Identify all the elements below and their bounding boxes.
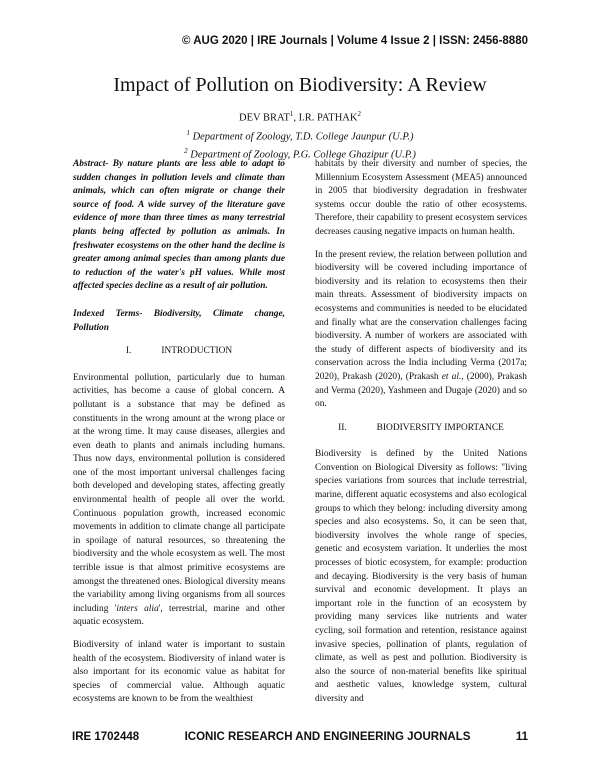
author-2-sup: 2 bbox=[357, 110, 361, 118]
section-number: I. bbox=[125, 346, 132, 357]
affiliation-1-sup: 1 bbox=[186, 128, 190, 137]
intro-text-a: Environmental pollution, particularly due to human activities, has become a cause of global concern. A pollutant is a substance that may be defined as constituents in the wrong amount at the wrong place or at the wrong time. It may cause diseases, allergies and even death to plants and animals including humans. Thus now days, environmental pollution is considered one of the most important universal challenges facing both developed and developing states, affecting greatly environmental health of people all over the world. Continuous population growth, increased economic movements in addition to climate change all participate in spoilage of natural resources, so threatening the biodiversity and the whole ecosystem as well. The most terrible issue is that almost primitive ecosystems are amongst the threatened ones. Biological diversity means the variability among living organisms from all sources including ' bbox=[73, 372, 285, 614]
intro-paragraph-2: Biodiversity of inland water is important to sustain health of the ecosystem. Biodiversity of inland water is also important for its economic value as habitat for species of commercial value. Although aquatic ecosystems are known to be from the wealthiest bbox=[73, 640, 285, 705]
affiliation-2-text: Department of Zoology, P.G. College Ghazipur (U.P.) bbox=[187, 149, 416, 161]
footer-journal: ICONIC RESEARCH AND ENGINEERING JOURNALS bbox=[184, 731, 471, 743]
right-paragraph-2 bbox=[315, 249, 527, 412]
intro-text-b: ', terrestrial, marine and other aquatic ecosystem. bbox=[73, 603, 285, 628]
p2-text-a: In the present review, the relation between pollution and biodiversity will be covered including importance of biodiversity and its relation to ecosystems then their main threats. Assessment of biodiversity impacts on ecosystems and communities is needed to be elucidated and finally what are the conservation challenges facing biodiversity. A number of workers are associated with the study of different aspects of biodiversity and its conservation across the India including Verma (2017a; 2020), Prakash (2020), (Prakash bbox=[315, 249, 527, 382]
page-number: 11 bbox=[515, 731, 528, 743]
paper-title: Impact of Pollution on Biodiversity: A Review bbox=[113, 74, 487, 96]
section-title: BIODIVERSITY IMPORTANCE bbox=[376, 422, 504, 433]
journal-header: © AUG 2020 | IRE Journals | Volume 4 Issue 2 | ISSN: 2456-8880 bbox=[181, 35, 528, 47]
index-terms: Indexed Terms- Biodiversity, Climate change, Pollution bbox=[73, 308, 285, 333]
affiliation-1-text: Department of Zoology, T.D. College Jaunpur (U.P.) bbox=[189, 131, 414, 142]
author-block bbox=[0, 107, 600, 163]
abstract: Abstract- By nature plants are less able to adapt to sudden changes in pollution levels and climate than animals, which can often migrate or change their source of food. A wide survey of the literature gave evidence of more than three times as many terrestrial plants being affected by pollution as animals. In freshwater ecosystems on the other hand the decline is greater among animal species than among plants due to reduction of the water's pH values. While most affected species decline as a result of air pollution. bbox=[73, 159, 285, 292]
section-heading-introduction bbox=[73, 345, 285, 359]
affiliation-1 bbox=[0, 126, 600, 145]
right-paragraph-3: Biodiversity is defined by the United Nations Convention on Biological Diversity as follows: "living species variations from sources that include terrestrial, marine, different aquatic ecosystems and also ecological groups to which they belong: including diversity among species and also ecosystems. So, it can be seen that, biodiversity involves the whole range of species, genetic and ecosystem variation. It underlies the most processes of biotic ecosystem, for example: production and decaying. Biodiversity is the very basis of human survival and economic development. It plays an important role in the function of an ecosystem by providing many services like nutrients and water cycling, soil formation and retention, resistance against invasive species, pollination of plants, regulation of climate, as well as pest and pollution. Biodiversity is also the source of non-material benefits like spiritual and aesthetic values, knowledge system, cultural diversity and bbox=[315, 449, 527, 704]
section-heading-biodiversity bbox=[315, 422, 527, 436]
affiliation-2-sup: 2 bbox=[184, 147, 188, 155]
p2-text-italic: et al. bbox=[441, 371, 462, 382]
page-footer bbox=[72, 731, 528, 743]
footer-id: IRE 1702448 bbox=[72, 731, 140, 743]
author-2: , I.R. PATHAK bbox=[293, 112, 358, 124]
section-title: INTRODUCTION bbox=[161, 346, 233, 357]
intro-text-italic: inters alia bbox=[116, 603, 159, 614]
author-names bbox=[0, 107, 600, 126]
left-column bbox=[73, 158, 285, 716]
right-paragraph-1: habitats by their diversity and number of species, the Millennium Ecosystem Assessment (MEA5) announced in 2005 that biodiversity degradation in freshwater systems occur double the ratio of other ecosystems. Therefore, their capability to present ecosystem services decreases causing negative impacts on human health. bbox=[315, 159, 527, 237]
author-1-sup: 1 bbox=[289, 110, 294, 118]
author-1: DEV BRAT bbox=[239, 112, 290, 124]
p2-text-b: , (2000), Prakash and Verma (2020), Yashmeen and Dugaje (2020) and so on. bbox=[315, 371, 527, 410]
section-number: II. bbox=[338, 422, 347, 433]
intro-paragraph-1 bbox=[73, 372, 285, 630]
right-column bbox=[315, 158, 527, 716]
